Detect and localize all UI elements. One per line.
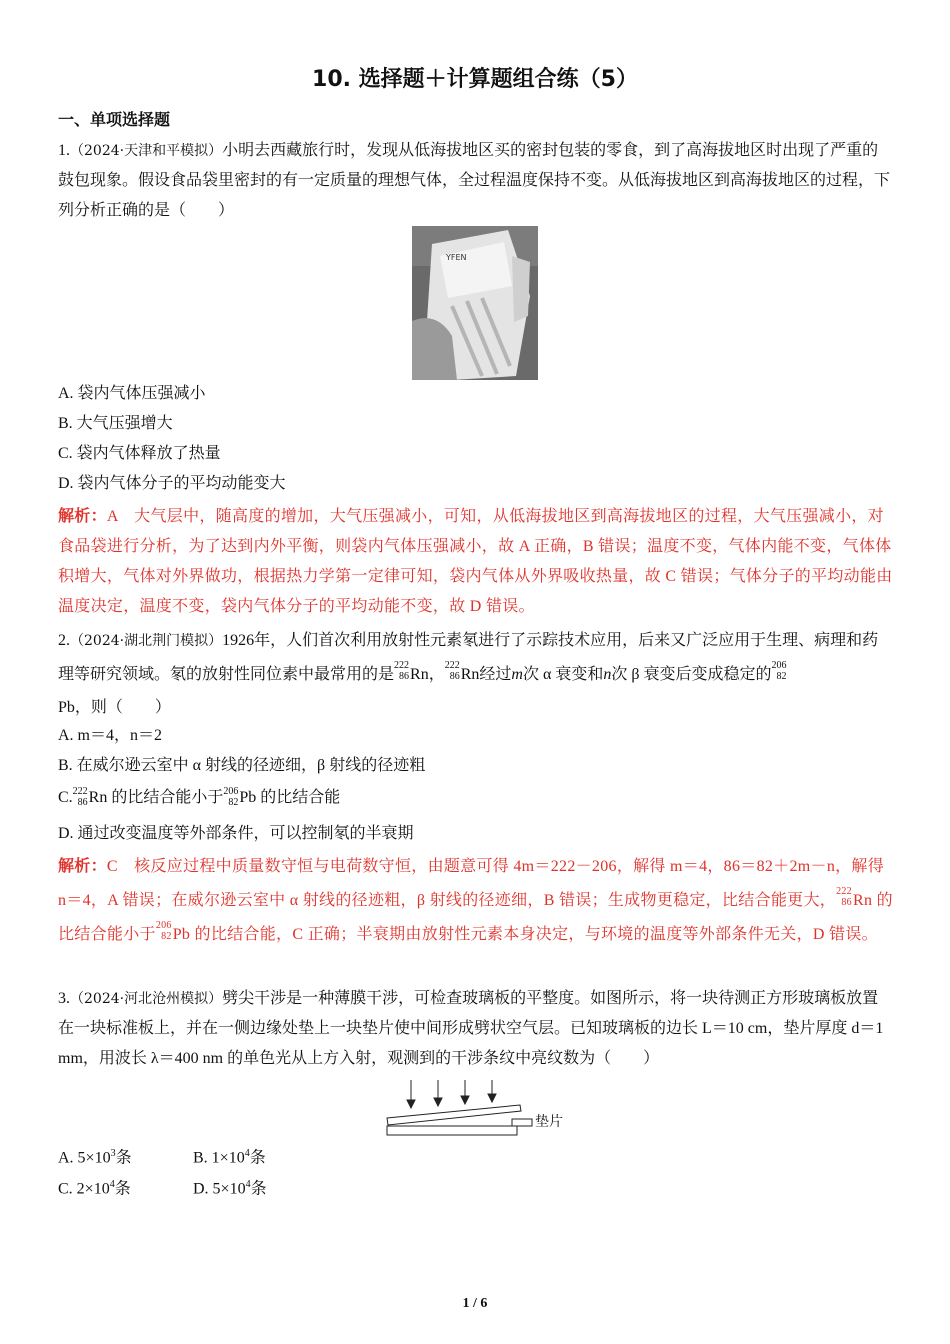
q1-option-b: B. 大气压强增大 [58,415,173,432]
q3-option-d: D. $5\times 10^4$条 [193,1179,267,1198]
question-text: 劈尖干涉是一种薄膜干涉，可检查玻璃板的平整度。如图所示，将一块待测正方形玻璃板放置在一块标准板上，并在一侧边缘处垫上一块垫片使中间形成劈状空气层。已知玻璃板的边长 L＝10 cm，垫片厚度 d＝1 mm，用波长 λ＝400 nm 的单色光从上方入射，观测到的干涉条纹中亮纹数为（ ） [58,990,884,1067]
analysis-label: 解析： [58,858,107,875]
page-title: 10. 选择题＋计算题组合练（5） [312,67,638,92]
q2-analysis: 解析：C 核反应过程中质量数守恒与电荷数守恒，由题意可得 4m＝222－206，解得 m＝4，86＝82＋2m－n，解得 n＝4，A 错误；在威尔逊云室中 α 射线的径迹粗，β 射线的径迹细，B 错误；生成物更稳定，比结合能更大， $^{222 86}$ Rn 的比结合能小于 $^{206 82}$ Pb 的比结合能，C 正确；半衰期由放射性元素本身决定，与环境的温度等外部条件无关，D 错误。 [58,858,893,943]
rn-isotope-numbers: 222 86 [394,660,410,682]
question-source: （2024·天津和平模拟） [70,143,223,159]
q2-option-a: A. m＝4，n＝2 [58,727,163,744]
snack-bag-photo [412,226,538,380]
question-text: 小明去西藏旅行时，发现从低海拔地区买的密封包装的零食，到了高海拔地区时出现了严重的鼓包现象。假设食品袋里密封的有一定质量的理想气体，全过程温度保持不变。从低海拔地区到高海拔地区的过程，下列分析正确的是（ ） [58,142,891,219]
q3-option-b: B. $1\times 10^4$条 [193,1148,266,1167]
snack-bag-image [412,226,538,380]
q3-option-a: A. $5\times 10^3$条 [58,1148,132,1167]
question-number: 3. [58,990,70,1007]
rn-isotope-numbers: 222 86 [444,660,460,682]
question-number: 1. [58,142,70,159]
question-source: （2024·河北沧州模拟） [70,991,223,1007]
q2-option-d: D. 通过改变温度等外部条件，可以控制氡的半衰期 [58,825,414,842]
page-number: 1 / 6 [462,1296,488,1311]
question-source: （2024·湖北荆门模拟） [70,633,223,649]
q1-option-c: C. 袋内气体释放了热量 [58,445,221,462]
question-1-stem [58,136,894,226]
q2-option-b: B. 在威尔逊云室中 α 射线的径迹细，β 射线的径迹粗 [58,757,426,774]
q2-option-c: C. $^{222 86}$ Rn 的比结合能小于 $^{206 82}$ Pb 的比结合能 [58,786,341,808]
pb-isotope-numbers: 206 82 [771,660,787,682]
question-number: 2. [58,632,70,649]
analysis-text: A 大气层中，随高度的增加，大气压强减小，可知，从低海拔地区到高海拔地区的过程，大气压强减小，对食品袋进行分析，为了达到内外平衡，则袋内气体压强减小，故 A 正确，B 错误；温度不变，气体内能不变，气体体积增大，气体对外界做功，根据热力学第一定律可知，袋内气体从外界吸收热量，故 C 错误；气体分子的平均动能由温度决定，温度不变，袋内气体分子的平均动能不变，故 D 错误。 [58,508,893,615]
shim-label: 垫片 [535,1114,563,1130]
question-3-stem [58,984,894,1074]
analysis-label: 解析： [58,508,107,525]
question-2-stem: 2.（2024·湖北荆门模拟）1926年，人们首次利用放射性元素氡进行了示踪技术应用，后来又广泛应用于生理、病理和药理等研究领域。氡的放射性同位素中最常用的是 $^{222 86}$ Rn， $^{222 86}$ Rn经过m次 α 衰变和n次 β 衰变后变成稳定的 $^{206 82}$ Pb，则（ ） [58,632,879,716]
section-heading: 一、单项选择题 [58,110,171,129]
q1-option-d: D. 袋内气体分子的平均动能变大 [58,475,286,492]
q1-option-a: A. 袋内气体压强减小 [58,385,206,402]
wedge-diagram-svg [386,1080,586,1140]
bag-brand-text: YFEN [446,253,467,262]
wedge-interference-diagram [386,1080,586,1145]
question-text: 1926年，人们首次利用放射性元素氡进行了示踪技术应用，后来又广泛应用于生理、病理和药理等研究领域。氡的放射性同位素中最常用的是 [58,632,879,683]
q3-option-c: C. $2\times 10^4$条 [58,1179,131,1198]
q1-analysis [58,502,894,622]
